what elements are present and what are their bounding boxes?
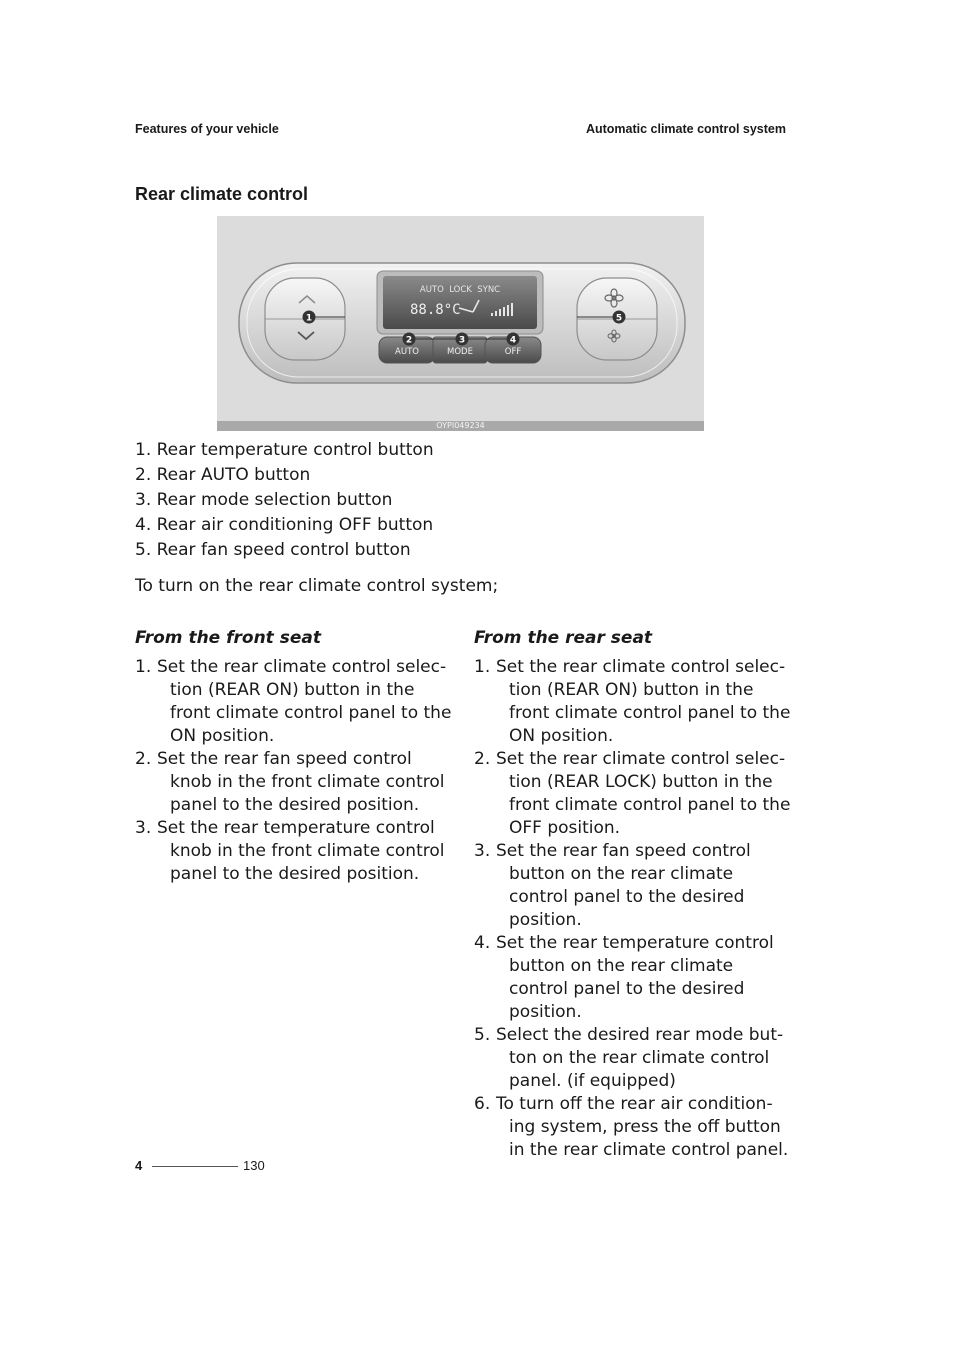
callout-4-label: 4	[509, 335, 517, 346]
climate-panel-illustration	[217, 216, 704, 421]
list-item: 3. Set the rear fan speed control button on the rear climate control panel to the desired position.	[474, 841, 751, 930]
callout-1-label: 1	[305, 313, 313, 324]
list-item: 2. Set the rear climate control selec- tion (REAR LOCK) button in the front climate control panel to the OFF position.	[474, 749, 791, 838]
rear-seat-heading: From the rear seat	[474, 628, 653, 648]
list-item: 1. Set the rear climate control selec- tion (REAR ON) button in the front climate control panel to the ON position.	[135, 657, 452, 746]
rear-climate-panel-figure	[217, 216, 704, 431]
list-item: 3. Set the rear temperature control knob in the front climate control panel to the desired position.	[135, 818, 445, 884]
front-seat-column	[135, 626, 455, 886]
rear-seat-column	[474, 626, 794, 1162]
list-item: 6. To turn off the rear air condition- ing system, press the off button in the rear climate control panel.	[474, 1094, 789, 1160]
running-header-left: Features of your vehicle	[135, 122, 279, 136]
list-item: 1. Set the rear climate control selec- tion (REAR ON) button in the front climate control panel to the ON position.	[474, 657, 791, 746]
off-button-label: OFF	[504, 347, 522, 357]
display-temperature: 88.8°C	[410, 302, 461, 318]
list-item: 5. Select the desired rear mode but- ton on the rear climate control panel. (if equipped)	[474, 1025, 784, 1091]
intro-text: To turn on the rear climate control system;	[135, 576, 499, 596]
callout-2-label: 2	[405, 335, 413, 346]
callout-3-label: 3	[458, 335, 466, 346]
list-item: 4. Set the rear temperature control button on the rear climate control panel to the desired position.	[474, 933, 774, 1022]
legend-item: 1. Rear temperature control button	[135, 440, 434, 460]
chapter-number: 4	[135, 1158, 143, 1173]
section-title: Rear climate control	[135, 184, 309, 204]
running-header-right: Automatic climate control system	[585, 122, 786, 136]
legend-item: 3. Rear mode selection button	[135, 490, 393, 510]
figure-legend	[135, 438, 735, 563]
display-status-text: AUTO LOCK SYNC	[419, 285, 501, 295]
rear-seat-steps	[474, 656, 794, 1162]
front-seat-steps	[135, 656, 455, 886]
legend-item: 2. Rear AUTO button	[135, 465, 311, 485]
figure-caption: OYPI049234	[217, 421, 704, 431]
footer-rule	[152, 1166, 238, 1167]
legend-item: 5. Rear fan speed control button	[135, 540, 411, 560]
callout-5-label: 5	[615, 313, 623, 324]
page-number: 130	[243, 1158, 265, 1173]
front-seat-heading: From the front seat	[135, 628, 321, 648]
mode-button-label: MODE	[447, 347, 473, 357]
auto-button-label: AUTO	[395, 347, 419, 357]
list-item: 2. Set the rear fan speed control knob in the front climate control panel to the desired position.	[135, 749, 445, 815]
legend-item: 4. Rear air conditioning OFF button	[135, 515, 434, 535]
